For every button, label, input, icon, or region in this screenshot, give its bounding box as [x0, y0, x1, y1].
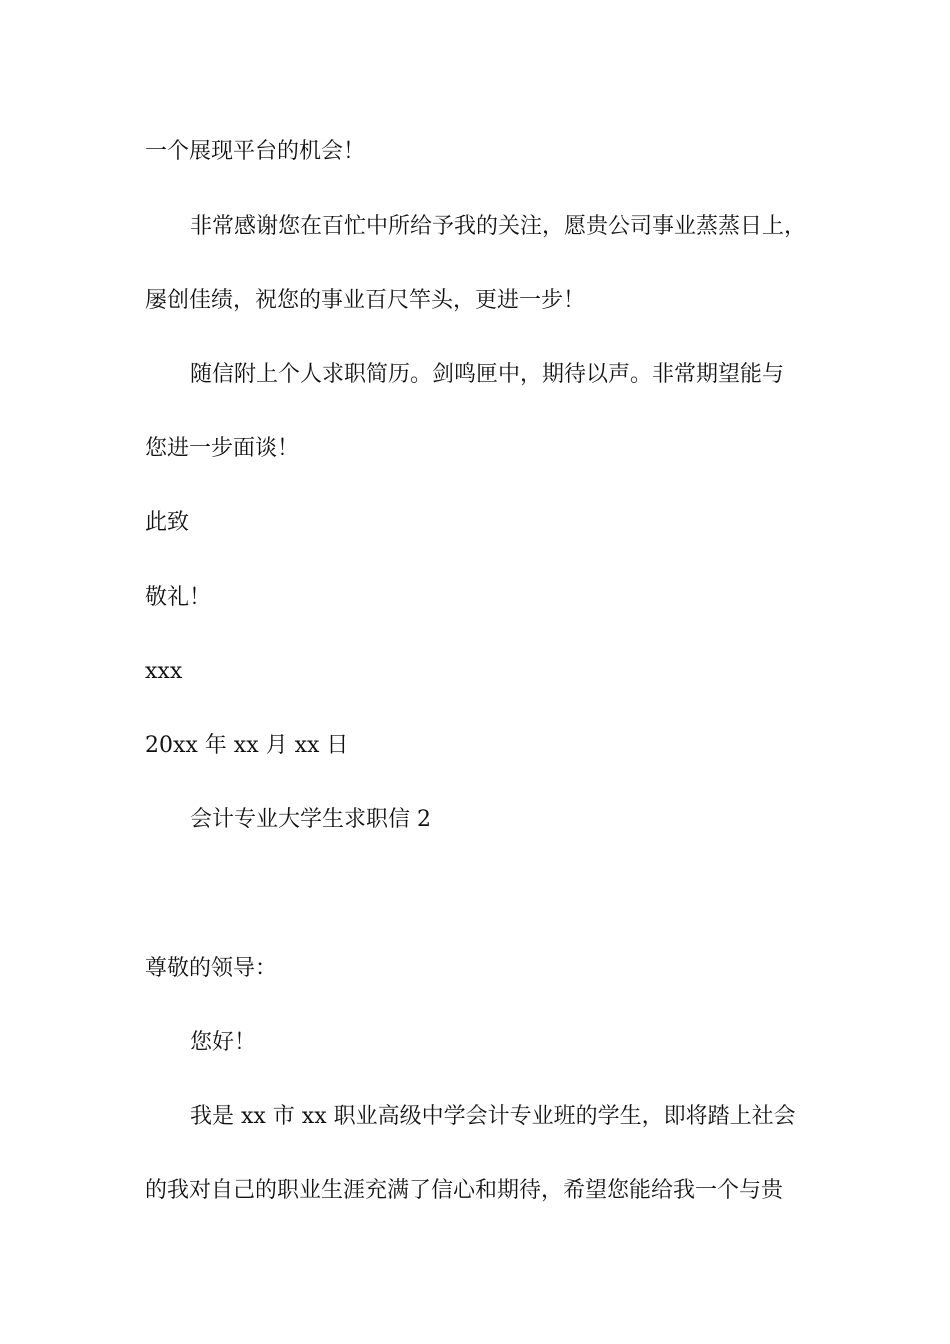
- text-line: 一个展现平台的机会！: [145, 139, 366, 164]
- closing-salutation: 此致: [145, 510, 190, 535]
- signature: xxx: [145, 659, 183, 684]
- text-line: 我是 xx 市 xx 职业高级中学会计专业班的学生，即将踏上社会: [190, 1104, 796, 1129]
- text-line: 屡创佳绩，祝您的事业百尺竿头，更进一步！: [145, 288, 586, 313]
- greeting: 尊敬的领导：: [145, 956, 278, 981]
- closing-regards: 敬礼！: [145, 585, 212, 610]
- date: 20xx 年 xx 月 xx 日: [145, 733, 349, 758]
- text-line: 非常感谢您在百忙中所给予我的关注，愿贵公司事业蒸蒸日上，: [190, 214, 807, 239]
- text-line: 的我对自己的职业生涯充满了信心和期待，希望您能给我一个与贵: [145, 1178, 784, 1203]
- greeting-hello: 您好！: [190, 1030, 257, 1055]
- text-line: 您进一步面谈！: [145, 436, 300, 461]
- text-line: 随信附上个人求职简历。剑鸣匣中，期待以声。非常期望能与: [190, 362, 785, 387]
- section-title: 会计专业大学生求职信 2: [190, 807, 431, 832]
